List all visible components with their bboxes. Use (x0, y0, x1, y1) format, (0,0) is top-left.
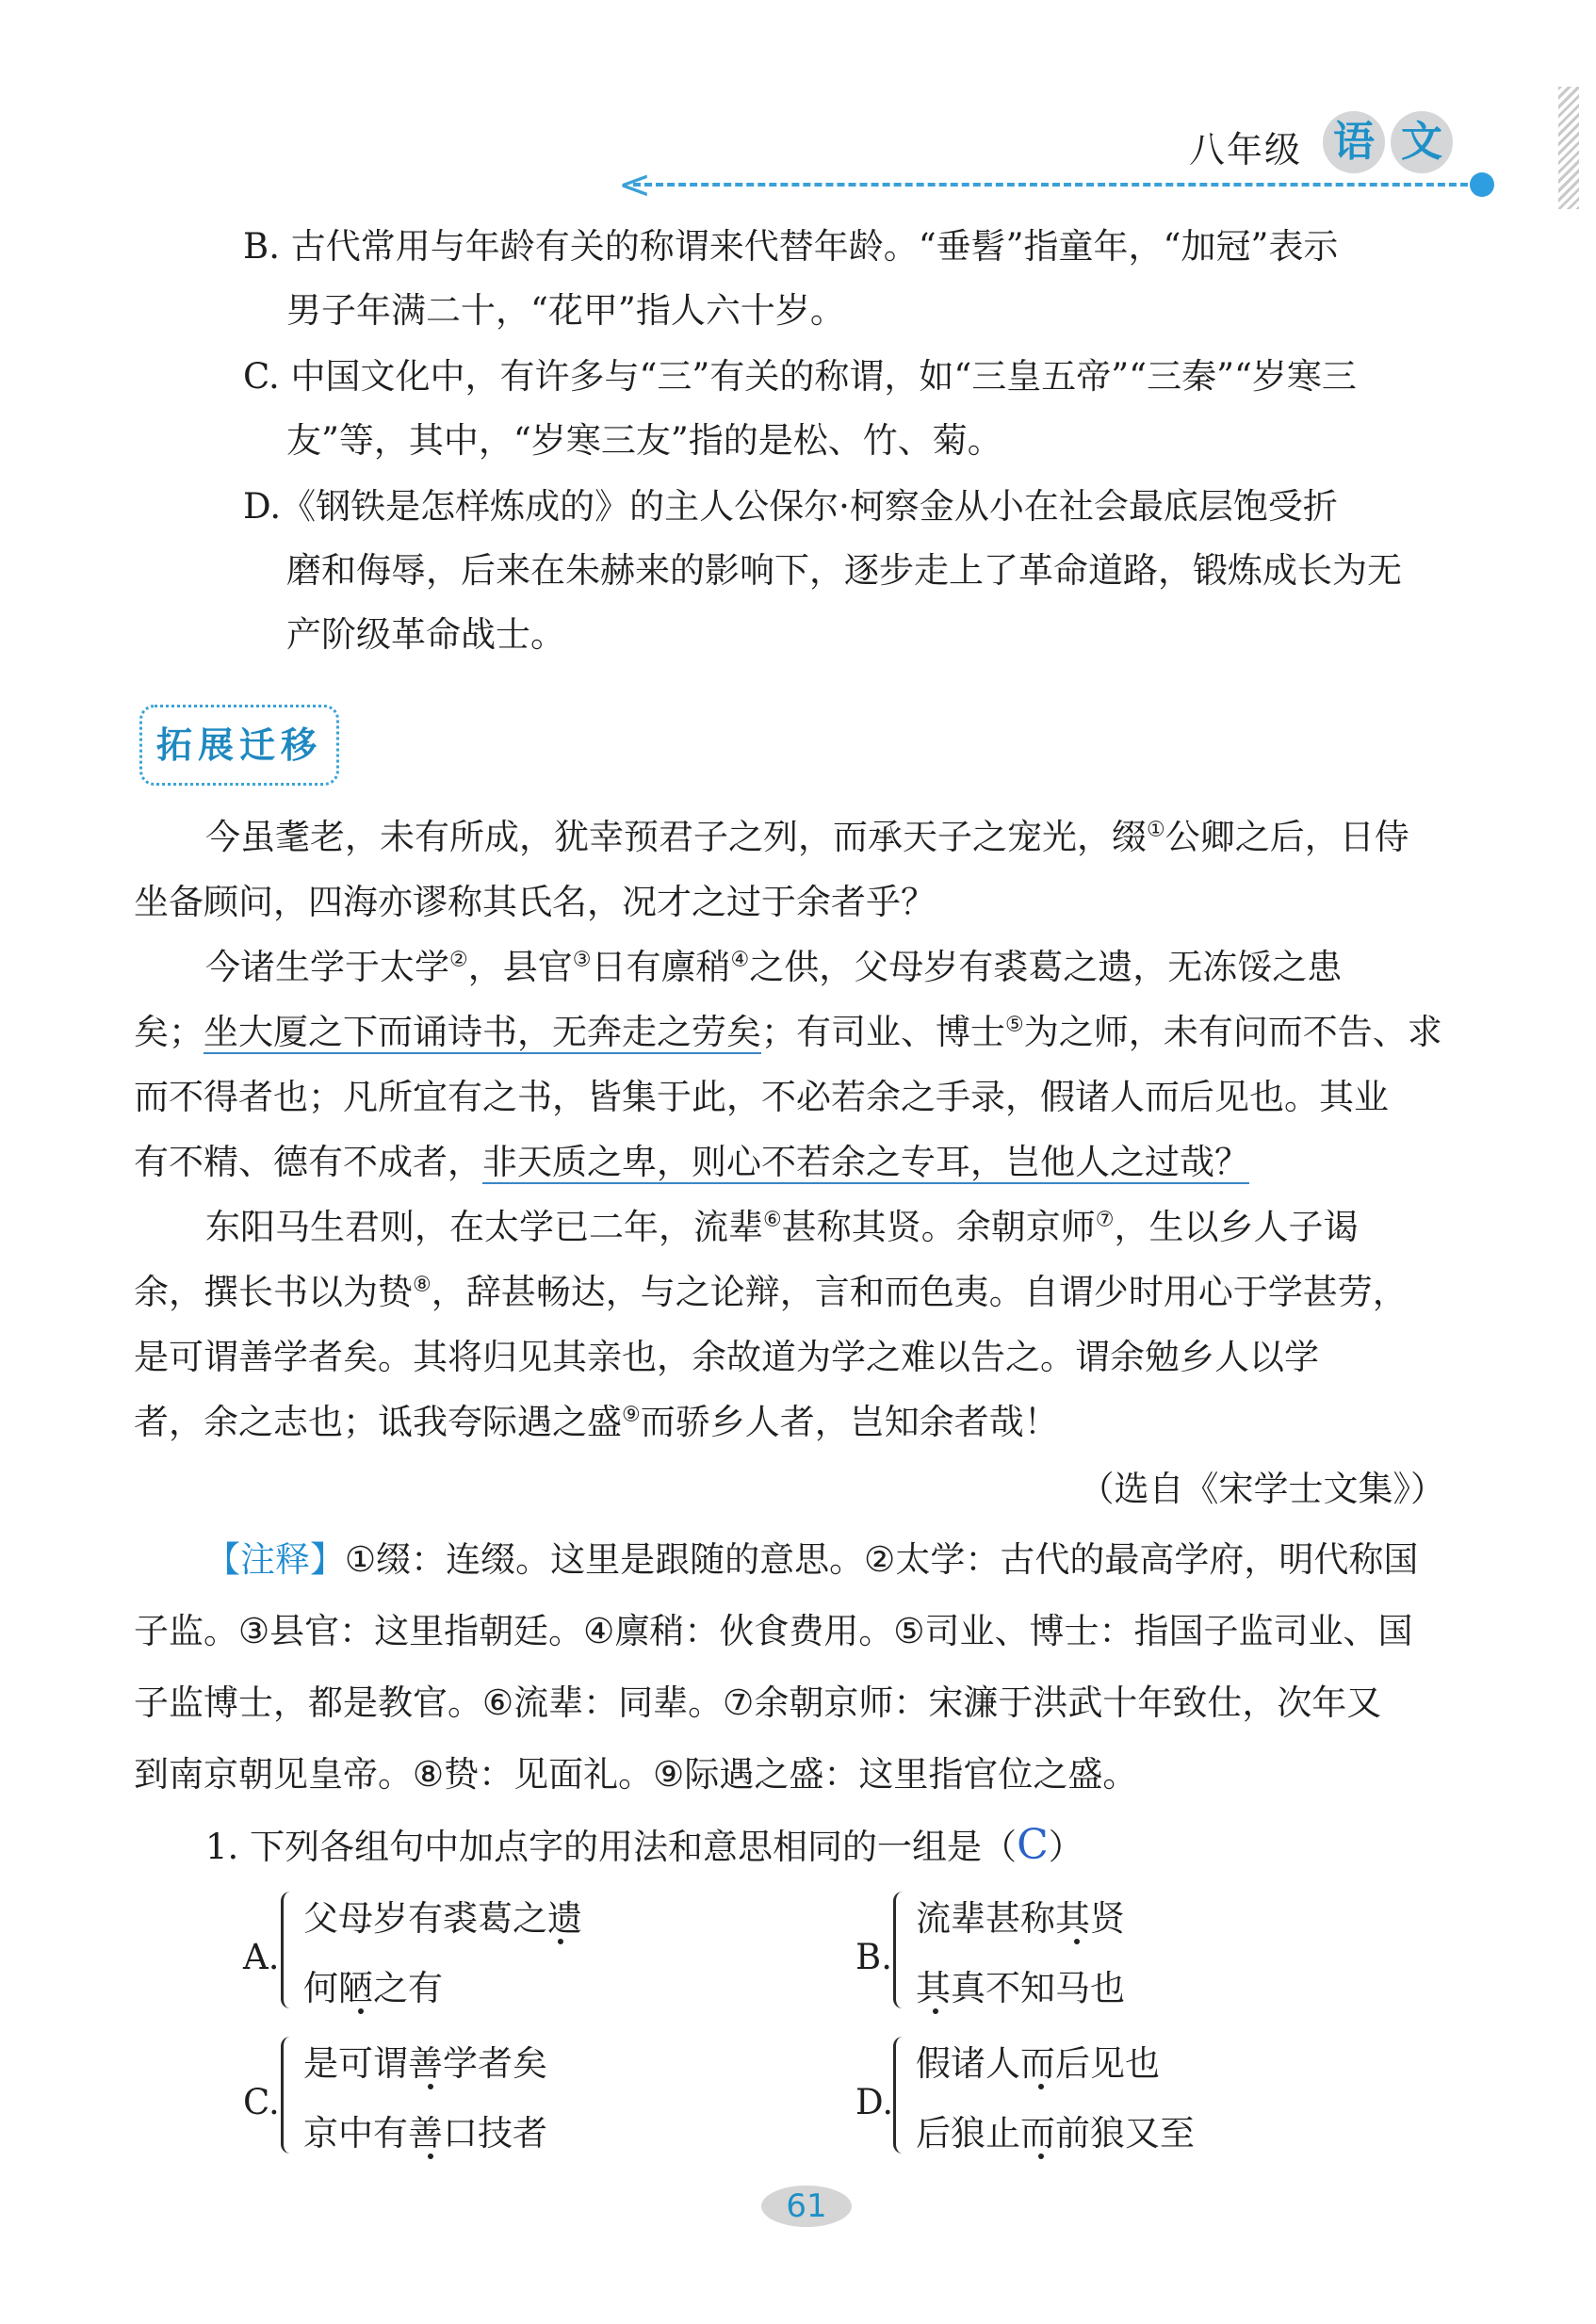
option-b-line-1: B. 古代常用与年龄有关的称谓来代替年龄。“垂髫”指童年，“加冠”表示 (243, 226, 1339, 267)
emphasis-dot-icon (1074, 1939, 1080, 1944)
brace-icon (281, 2037, 297, 2153)
brace-icon (893, 1892, 909, 2008)
emphasis-dot-icon (428, 2153, 433, 2159)
question-1: 1. 下列各组句中加点字的用法和意思相同的一组是（C） (205, 1821, 1083, 1869)
binding-strip (1558, 87, 1579, 209)
choice-c: C. 是可谓善学者矣 京中有善口技者 (243, 2035, 714, 2157)
emphasis-dot-icon (933, 2008, 938, 2014)
option-b-line-2: 男子年满二十，“花甲”指人六十岁。 (286, 290, 845, 331)
header-grade: 八年级 (1189, 129, 1303, 171)
header-subject-badge-1: 语 (1323, 111, 1385, 173)
underlined-sentence-1: 坐大厦之下而诵诗书，无奔走之劳矣 (204, 1012, 761, 1052)
annotation-tag: 【注释】 (205, 1539, 345, 1580)
emphasis-dot-icon (1038, 2084, 1044, 2089)
brace-icon (281, 1892, 297, 2008)
emphasis-dot-icon (358, 2008, 364, 2014)
passage-paragraph-3: 东阳马生君则，在太学已二年，流辈⑥甚称其贤。余朝京师⑦，生以乡人子谒 余，撰长书以为贽⑧，辞甚畅达，与之论辩，言和而色夷。自谓少时用心于学甚劳， 是可谓善学者矣。其将归见其亲也，余故道为学之难以告之。谓余勉乡人以学 者，余之志也；诋我夸际遇之盛⑨而骄乡人者，岂知余者哉！ (134, 1207, 1408, 1442)
option-c-line-1: C. 中国文化中，有许多与“三”有关的称谓，如“三皇五帝”“三秦”“岁寒三 (243, 356, 1357, 397)
emphasis-dot-icon (1038, 2153, 1044, 2159)
annotations: 【注释】①缀：连缀。这里是跟随的意思。②太学：古代的最高学府，明代称国 子监。③县官：这里指朝廷。④廪稍：伙食费用。⑤司业、博士：指国子监司业、国 子监博士，都是教官。⑥流辈：同辈。⑦余朝京师：宋濂于洪武十年致仕，次年又 到南京朝见皇帝。⑧贽：见面礼。⑨际遇之盛：这里指官位之盛。 (134, 1539, 1419, 1795)
option-d-line-3: 产阶级革命战士。 (286, 614, 565, 655)
emphasis-dot-icon (428, 2084, 433, 2089)
option-d-line-2: 磨和侮辱，后来在朱赫来的影响下，逐步走上了革命道路，锻炼成长为无 (286, 550, 1402, 591)
choice-b: B. 流辈甚称其贤 其真不知马也 (855, 1890, 1327, 2012)
emphasis-dot-icon (558, 1939, 563, 1944)
option-c-line-2: 友”等，其中，“岁寒三友”指的是松、竹、菊。 (286, 420, 1002, 461)
option-d (243, 475, 1402, 667)
passage-source: （选自《宋学士文集》） (1079, 1469, 1445, 1509)
passage-paragraph-1: 今虽耄老，未有所成，犹幸预君子之列，而承天子之宠光，缀①公卿之后，日侍 坐备顾问，四海亦谬称其氏名，况才之过于余者乎？ (134, 817, 1409, 922)
choice-d: D. 假诸人而后见也 后狼止而前狼又至 (855, 2035, 1383, 2157)
option-b (243, 215, 1338, 343)
arrow-left-icon: < (618, 161, 652, 207)
option-d-line-1: D.《钢铁是怎样炼成的》的主人公保尔·柯察金从小在社会最底层饱受折 (243, 486, 1338, 527)
option-c (243, 345, 1357, 473)
underlined-sentence-2: 非天质之卑，则心不若余之专耳，岂他人之过哉？ (482, 1142, 1249, 1182)
brace-icon (893, 2037, 909, 2153)
header-subject-badge-2: 文 (1391, 111, 1453, 173)
question-answer: C (1017, 1821, 1049, 1869)
choice-a: A. 父母岁有裘葛之遗 何陋之有 (243, 1890, 714, 2012)
question-stem: 1. 下列各组句中加点字的用法和意思相同的一组是（ (205, 1827, 1018, 1867)
page-number: 61 (761, 2186, 852, 2227)
passage-paragraph-2: 今诸生学于太学②，县官③日有廪稍④之供，父母岁有裘葛之遗，无冻馁之患 矣；坐大厦之下而诵诗书，无奔走之劳矣；有司业、博士⑤为之师，未有问而不告、求 而不得者也；凡所宜有之书，皆集于此，不必若余之手录，假诸人而后见也。其业 有不精、德有不成者，非天质之卑，则心不若余之专耳，岂他人之过哉？ (134, 947, 1442, 1182)
header-dashed-line (633, 183, 1490, 187)
section-title: 拓展迁移 (139, 705, 339, 786)
header-dot-icon (1470, 172, 1494, 197)
